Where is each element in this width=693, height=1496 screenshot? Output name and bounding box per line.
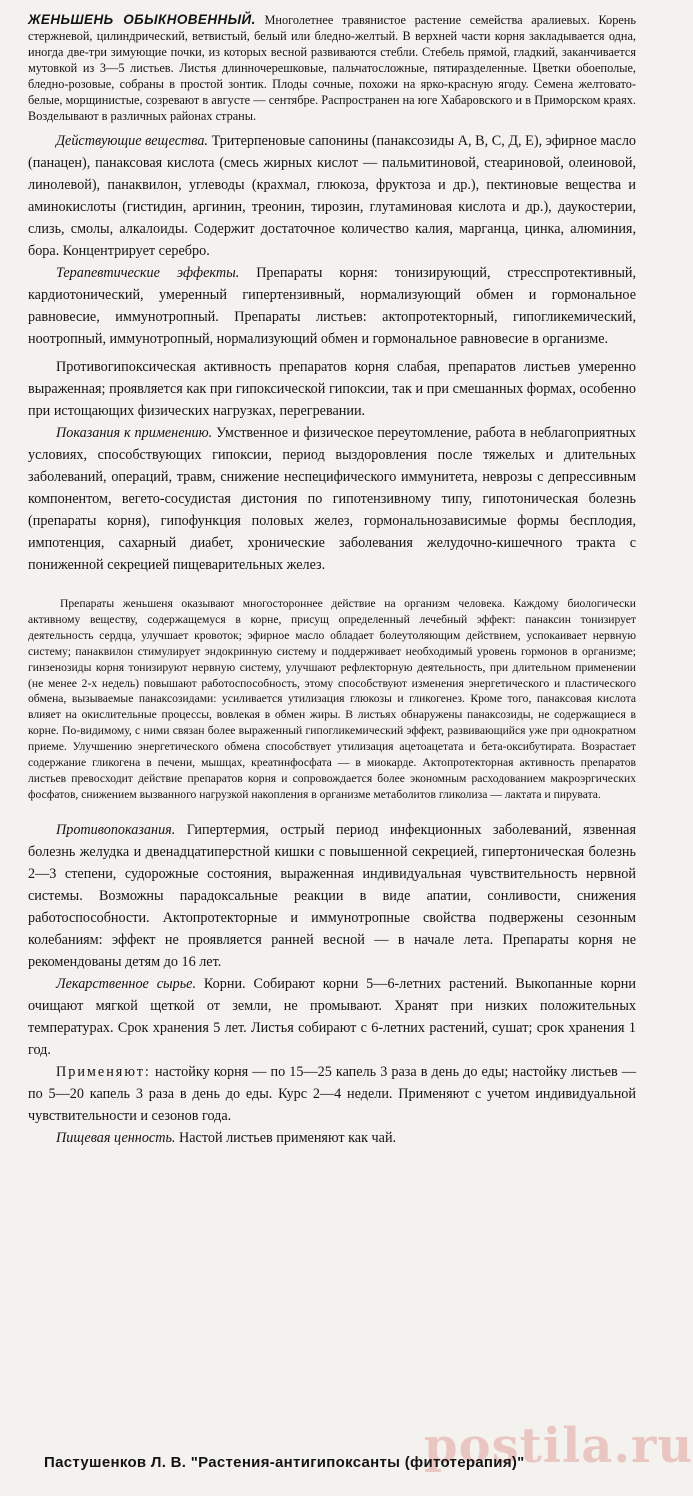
therapeutic-effects-heading: Терапевтические эффекты. (56, 265, 240, 281)
therapeutic-effects-text: Препараты корня: тонизирующий, стресспротективный, кардиотонический, умеренный гипертензивный, нормализующий обмен и гормональное равновесие, иммунотропный. Препараты листьев: актопротекторный, гипогликемический, ноотропный, иммунотропный, нормализующий обмен и гормональное равновесие в организме. (28, 265, 636, 347)
indications-text: Умственное и физическое переутомление, работа в неблагоприятных условиях, способствующих гипоксии, период выздоровления после тяжелых и длительных заболеваний, операций, травм, снижение неспецифического иммунитета, неврозы с депрессивным компонентом, вегето-сосудистая дистония по гипотензивному типу, гипотоническая болезнь (препараты корня), гипофункция половых желез, гормональнозависимые формы бесплодия, импотенция, сахарный диабет, хронические заболевания желудочно-кишечного тракта с пониженной секрецией пищеварительных желез. (28, 425, 637, 573)
food-value-heading: Пищевая ценность. (56, 1129, 176, 1146)
food-value-paragraph (28, 1127, 636, 1149)
active-substances-text: Тритерпеновые сапонины (панаксозиды А, В, С, Д, Е), эфирное масло (панацен), панаксовая кислота (смесь жирных кислот — пальмитиновой, стеариновой, олеиновой, линолевой), панаквилон, углеводы (крахмал, глюкоза, фруктоза и др.), пектиновые вещества и аминокислоты (гистидин, аргинин, треонин, тирозин, глутаминовая кислота и др.), даукостерии, слизь, смолы, алкалоиды. Содержит достаточное количество калия, марганца, цинка, алюминия, бора. Концентрирует серебро. (28, 133, 636, 259)
contraindications-text: Гипертермия, острый период инфекционных заболеваний, язвенная болезнь желудка и двенадцатиперстной кишки с повышенной секрецией, гипертоническая болезнь 2—3 степени, судорожные состояния, выраженная индивидуальная чувствительность нервной системы. Возможны парадоксальные реакции в виде апатии, сонливости, снижения работоспособности. Актопротекторные и иммунотропные свойства подвержены сезонным колебаниям: эффект не проявляется ранней весной — в начале лета. Препараты корня не рекомендованы детям до 16 лет. (28, 821, 637, 970)
contraindications-paragraph (28, 819, 636, 973)
species-title: ЖЕНЬШЕНЬ ОБЫКНОВЕННЫЙ. (28, 12, 256, 27)
active-substances-heading: Действующие вещества. (56, 133, 208, 149)
therapeutic-effects-paragraph (28, 262, 636, 350)
raw-material-text: Корни. Собирают корни 5—6-летних растений. Выкопанные корни очищают мягкой щеткой от земли, не промывают. Хранят при низких положительных температурах. Срок хранения 5 лет. Листья собирают с 6-летних растений, сушат; срок хранения 1 год. (28, 975, 636, 1058)
food-value-text: Настой листьев применяют как чай. (179, 1129, 397, 1146)
contraindications-heading: Противопоказания. (56, 821, 176, 838)
usage-text: настойку корня — по 15—25 капель 3 раза в день до еды; настойку листьев — по 5—20 капель 3 раза в день до еды. Курс 2—4 недели. Применяют с учетом индивидуальной чувствительности и сезонов года. (28, 1063, 637, 1124)
watermark-logo: postila.ru (424, 1418, 693, 1474)
source-citation: Пастушенков Л. В. "Растения-антигипоксанты (фитотерапия)" (44, 1454, 525, 1471)
active-substances-paragraph (28, 130, 636, 262)
species-description-text: Многолетнее травянистое растение семейства аралиевых. Корень стержневой, цилиндрический, ветвистый, белый или бледно-желтый. В верхней части корня закладывается одна, иногда две-три зимующие почки, из которых весной развиваются стебли. Стебель прямой, гладкий, заканчивается мутовкой из 3—5 листьев. Листья длинночерешковые, пальчатосложные, пятиразделенные. Цветки обоеполые, бледно-розовые, собраны в простой зонтик. Плоды сочные, похожи на ярко-красную ягоду. Семена желтовато-белые, морщинистые, созревают в августе — сентябре. Распространен на юге Хабаровского и в Приморском краях. Возделывают в различных районах страны. (28, 13, 636, 123)
species-description (28, 12, 636, 124)
usage-paragraph (28, 1061, 636, 1127)
raw-material-heading: Лекарственное сырье. (56, 975, 197, 992)
indications-heading: Показания к применению. (56, 425, 213, 441)
raw-material-paragraph (28, 973, 636, 1061)
document-page (28, 12, 636, 1149)
indications-paragraph (28, 422, 636, 576)
mechanism-paragraph: Препараты женьшеня оказывают многостороннее действие на организм человека. Каждому биологически активному веществу, содержащемуся в корне, присущ определенный лечебный эффект: панаксин тонизирует деятельность сердца, улучшает кровоток; эфирное масло обладает болеутоляющим действием, успокаивает нервную систему; панаквилон стимулирует эндокринную систему и поддерживает необходимый уровень гормонов в организме; гинзенозиды корня тонизируют нервную систему, улучшают рефлекторную деятельность, при длительном применении (не менее 2-х недель) повышают работоспособность, этому способствуют изменения энергетического и пластического обмена, вызываемые панаксозидами: усиливается утилизация глюкозы и гликогенез. Кроме того, панаксовая кислота влияет на окислительные процессы, вовлекая в обмен жиры. В листьях обнаружены панаксозиды, не содержащиеся в корне. По-видимому, с ними связан более выраженный гипогликемический эффект, развивающийся уже при однократном приеме. Улучшению энергетического обмена способствует утилизация ацетоацетата и бета-оксибутирата. Возрастает содержание гликогена в печени, мышцах, креатинфосфата — в миокарде. Актопротекторная активность препаратов листьев превосходит действие препаратов корня и сопровождается более экономным расходованием макроэргических фосфатов, снижением вызванного нагрузкой накопления в организме метаболитов гликолиза — лактата и пирувата. (28, 597, 636, 801)
usage-heading: Применяют: (56, 1063, 151, 1080)
antihypoxic-paragraph: Противогипоксическая активность препаратов корня слабая, препаратов листьев умеренно выраженная; проявляется как при гипоксической гипоксии, так и при смешанных формах, особенно при истощающих физических нагрузках, перегревании. (28, 359, 636, 419)
